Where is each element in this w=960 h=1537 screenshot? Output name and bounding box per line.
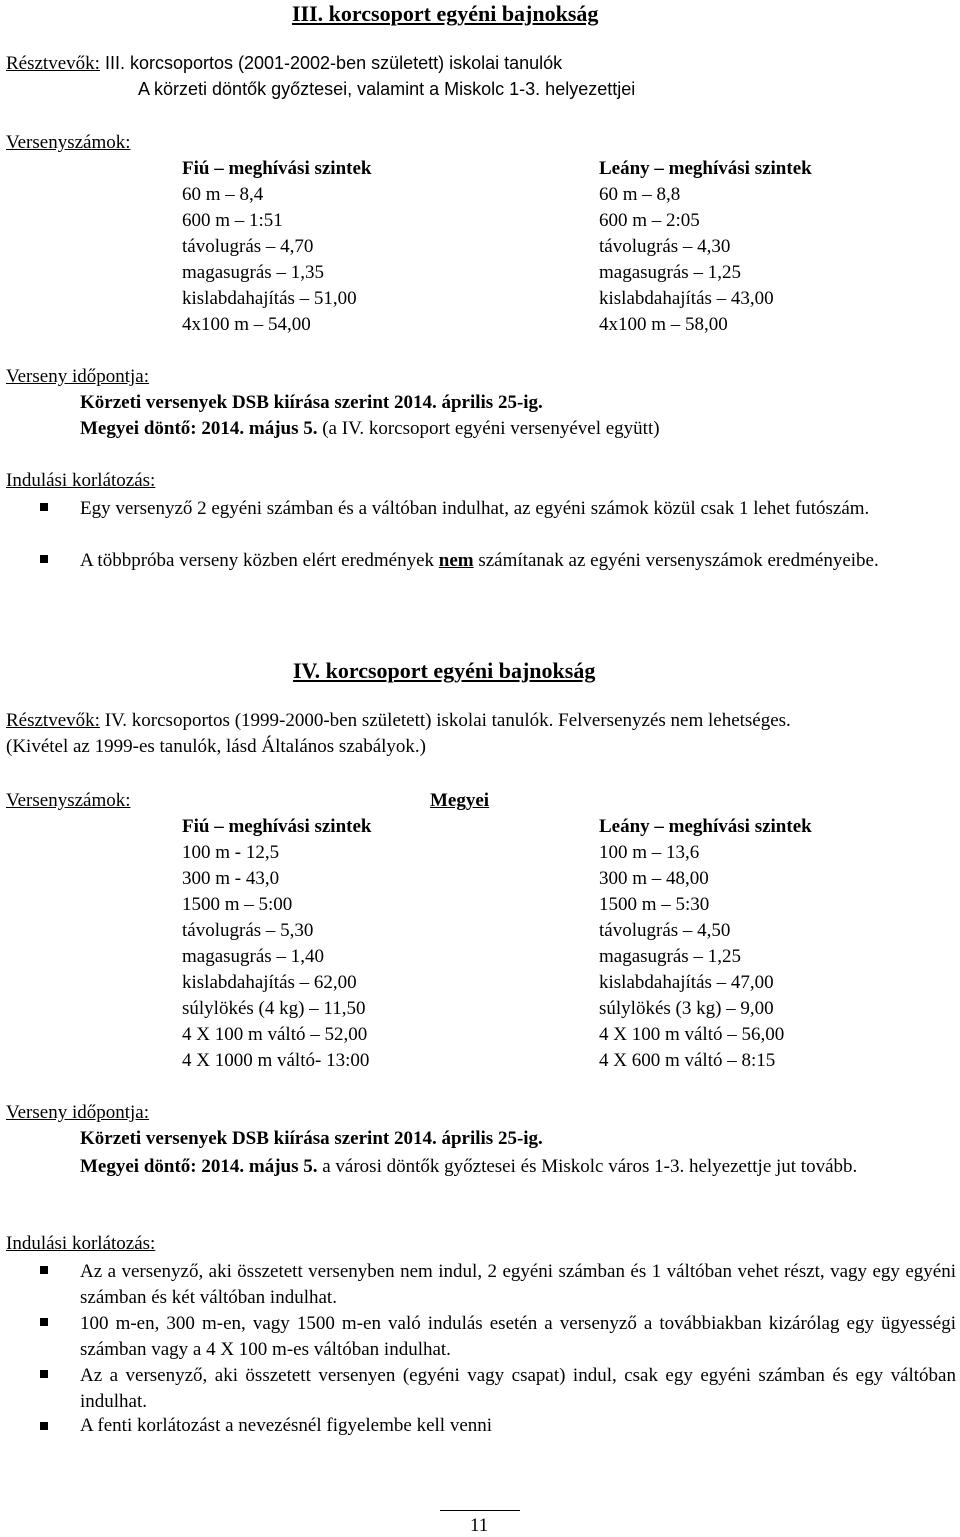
section4-boys-header: Fiú – meghívási szintek <box>182 816 372 837</box>
section3-events-label: Versenyszámok: <box>6 132 131 153</box>
list-item: 600 m – 2:05 <box>599 210 700 231</box>
section3-date-label: Verseny időpontja: <box>6 366 150 387</box>
bullet-icon <box>40 1318 48 1326</box>
section4-participants-line2: (Kivétel az 1999-es tanulók, lásd Általános szabályok.) <box>6 736 426 757</box>
section4-date-line2-rest: a városi döntők győztesei és Miskolc város 1-3. helyezettje jut tovább. <box>317 1156 858 1177</box>
section3-date-line1: Körzeti versenyek DSB kiírása szerint 2014. április 25-ig. <box>80 392 543 413</box>
section3-bullet-2 <box>80 548 956 573</box>
list-item: távolugrás – 4,70 <box>182 236 314 257</box>
section3-bullet-2-post: számítanak az egyéni versenyszámok eredményeibe. <box>473 550 879 571</box>
section4-date-label: Verseny időpontja: <box>6 1102 150 1123</box>
list-item: távolugrás – 4,30 <box>599 236 731 257</box>
list-item: 4 X 100 m váltó – 56,00 <box>599 1024 785 1045</box>
section4-date-line2 <box>80 1154 956 1180</box>
list-item: 60 m – 8,4 <box>182 184 264 205</box>
list-item: 1500 m – 5:00 <box>182 894 293 915</box>
list-item: súlylökés (4 kg) – 11,50 <box>182 998 366 1019</box>
list-item: 100 m – 13,6 <box>599 842 700 863</box>
list-item: távolugrás – 4,50 <box>599 920 731 941</box>
section4-title: IV. korcsoport egyéni bajnokság <box>293 658 596 683</box>
list-item: 4x100 m – 58,00 <box>599 314 728 335</box>
list-item: 100 m - 12,5 <box>182 842 280 863</box>
section4-restriction-label: Indulási korlátozás: <box>6 1233 156 1254</box>
section3-bullet-1: Egy versenyző 2 egyéni számban és a váltóban indulhat, az egyéni számok közül csak 1 lehet futószám. <box>80 498 870 519</box>
list-item: kislabdahajítás – 47,00 <box>599 972 774 993</box>
bullet-icon <box>40 1422 48 1430</box>
list-item: 300 m – 48,00 <box>599 868 709 889</box>
bullet-icon <box>40 503 48 511</box>
section3-participants-label: Résztvevők: <box>6 53 100 74</box>
list-item: magasugrás – 1,25 <box>599 946 741 967</box>
section4-bullet-4: A fenti korlátozást a nevezésnél figyelembe kell venni <box>80 1415 493 1436</box>
section4-bullet-1: Az a versenyző, aki összetett versenyben nem indul, 2 egyéni számban és 1 váltóban vehet részt, vagy egy egyéni számban és két váltóban indulhat. <box>80 1261 956 1308</box>
bullet-icon <box>40 1370 48 1378</box>
section3-participants-line2: A körzeti döntők győztesei, valamint a Miskolc 1-3. helyezettjei <box>138 79 636 99</box>
list-item: magasugrás – 1,35 <box>182 262 324 283</box>
list-item: távolugrás – 5,30 <box>182 920 314 941</box>
bullet-icon <box>40 1266 48 1274</box>
section3-bullet-2-emphasis: nem <box>438 550 474 571</box>
section3-restriction-label: Indulási korlátozás: <box>6 470 156 491</box>
list-item: magasugrás – 1,25 <box>599 262 741 283</box>
list-item: 300 m - 43,0 <box>182 868 280 889</box>
section4-county-label: Megyei <box>430 790 490 811</box>
list-item: kislabdahajítás – 51,00 <box>182 288 357 309</box>
section4-participants <box>6 710 791 732</box>
list-item: 4x100 m – 54,00 <box>182 314 311 335</box>
list-item: 4 X 1000 m váltó- 13:00 <box>182 1050 370 1071</box>
section3-date-line2-rest: (a IV. korcsoport egyéni versenyével együtt) <box>317 418 660 439</box>
section3-participants-line1: III. korcsoportos (2001-2002-ben született) iskolai tanulók <box>99 53 563 73</box>
list-item: 4 X 600 m váltó – 8:15 <box>599 1050 776 1071</box>
list-item: kislabdahajítás – 62,00 <box>182 972 357 993</box>
page-number: 11 <box>470 1515 489 1536</box>
section3-boys-header: Fiú – meghívási szintek <box>182 158 372 179</box>
list-item: magasugrás – 1,40 <box>182 946 324 967</box>
section3-date-line2-bold: Megyei döntő: 2014. május 5. <box>80 418 318 439</box>
section4-girls-header: Leány – meghívási szintek <box>599 816 812 837</box>
section4-date-line1: Körzeti versenyek DSB kiírása szerint 2014. április 25-ig. <box>80 1128 543 1149</box>
list-item: súlylökés (3 kg) – 9,00 <box>599 998 774 1019</box>
list-item: kislabdahajítás – 43,00 <box>599 288 774 309</box>
section4-bullet-3: Az a versenyző, aki összetett versenyen (egyéni vagy csapat) indul, csak egy egyéni számban és egy váltóban indulhat. <box>80 1365 956 1412</box>
list-item: 60 m – 8,8 <box>599 184 681 205</box>
section4-participants-line1: IV. korcsoportos (1999-2000-ben született) iskolai tanulók. Felversenyzés nem lehetséges. <box>99 710 791 731</box>
section3-date-line2 <box>80 418 660 440</box>
list-item: 600 m – 1:51 <box>182 210 283 231</box>
bullet-icon <box>40 555 48 563</box>
section4-events-label: Versenyszámok: <box>6 790 131 811</box>
section3-title: III. korcsoport egyéni bajnokság <box>292 1 599 26</box>
section3-bullet-2-pre: A többpróba verseny közben elért eredmények <box>80 550 439 571</box>
footer-divider <box>440 1510 520 1511</box>
section4-bullet-2: 100 m-en, 300 m-en, vagy 1500 m-en való indulás esetén a versenyző a továbbiakban kizárólag egy ügyességi számban vagy a 4 X 100 m-es váltóban indulhat. <box>80 1313 956 1360</box>
list-item: 4 X 100 m váltó – 52,00 <box>182 1024 368 1045</box>
list-item: 1500 m – 5:30 <box>599 894 710 915</box>
section3-participants <box>6 52 562 75</box>
section3-girls-header: Leány – meghívási szintek <box>599 158 812 179</box>
section4-participants-label: Résztvevők: <box>6 710 100 731</box>
section4-date-line2-bold: Megyei döntő: 2014. május 5. <box>80 1156 318 1177</box>
